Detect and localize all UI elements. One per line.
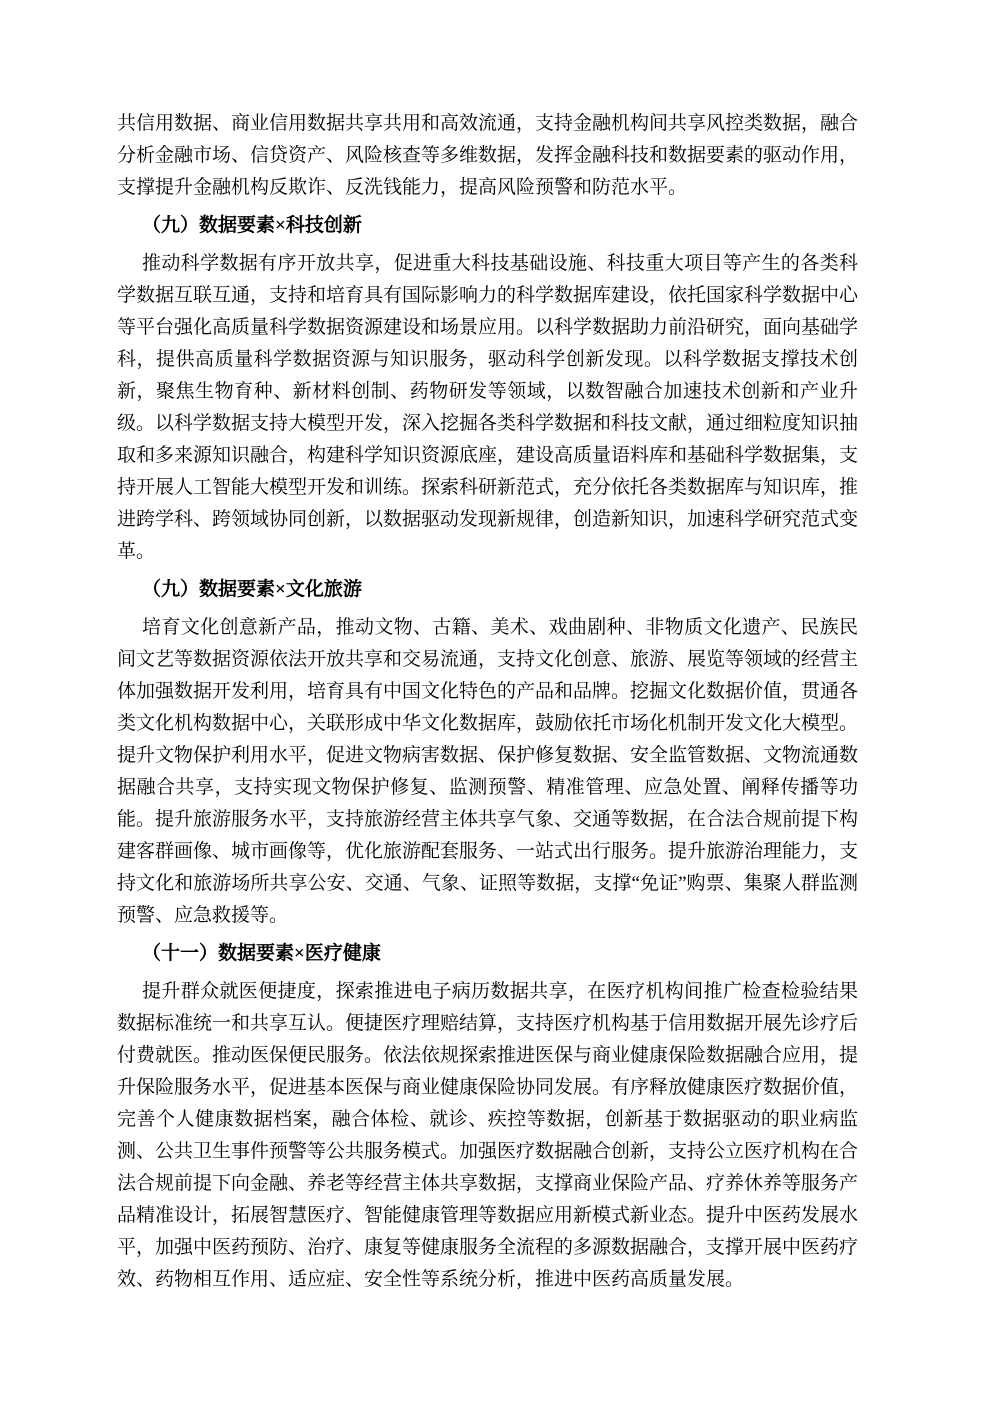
- paragraph-medical-health: 提升群众就医便捷度，探索推进电子病历数据共享，在医疗机构间推广检查检验结果数据标准统一和共享互认。便捷医疗理赔结算，支持医疗机构基于信用数据开展先诊疗后付费就医。推动医保便民服务。依法依规探索推进医保与商业健康保险数据融合应用，提升保险服务水平，促进基本医保与商业健康保险协同发展。有序释放健康医疗数据价值，完善个人健康数据档案，融合体检、就诊、疾控等数据，创新基于数据驱动的职业病监测、公共卫生事件预警等公共服务模式。加强医疗数据融合创新，支持公立医疗机构在合法合规前提下向金融、养老等经营主体共享数据，支撑商业保险产品、疗养休养等服务产品精准设计，拓展智慧医疗、智能健康管理等数据应用新模式新业态。提升中医药发展水平，加强中医药预防、治疗、康复等健康服务全流程的多源数据融合，支撑开展中医药疗效、药物相互作用、适应症、安全性等系统分析，推进中医药高质量发展。: [117, 981, 859, 1290]
- heading-data-element-sci-tech-innovation: （九）数据要素×科技创新: [142, 215, 362, 236]
- paragraph-culture-tourism: 培育文化创意新产品，推动文物、古籍、美术、戏曲剧种、非物质文化遗产、民族民间文艺等数据资源依法开放共享和交易流通，支持文化创意、旅游、展览等领域的经营主体加强数据开发利用，培育具有中国文化特色的产品和品牌。挖掘文化数据价值，贯通各类文化机构数据中心，关联形成中华文化数据库，鼓励依托市场化机制开发文化大模型。提升文物保护利用水平，促进文物病害数据、保护修复数据、安全监管数据、文物流通数据融合共享，支持实现文物保护修复、监测预警、精准管理、应急处置、阐释传播等功能。提升旅游服务水平，支持旅游经营主体共享气象、交通等数据，在合法合规前提下构建客群画像、城市画像等，优化旅游配套服务、一站式出行服务。提升旅游治理能力，支持文化和旅游场所共享公安、交通、气象、证照等数据，支撑“免证”购票、集聚人群监测预警、应急救援等。: [117, 617, 859, 926]
- heading-data-element-culture-tourism: （九）数据要素×文化旅游: [142, 579, 362, 600]
- paragraph-sci-tech-innovation: 推动科学数据有序开放共享，促进重大科技基础设施、科技重大项目等产生的各类科学数据互联互通，支持和培育具有国际影响力的科学数据库建设，依托国家科学数据中心等平台强化高质量科学数据资源建设和场景应用。以科学数据助力前沿研究，面向基础学科，提供高质量科学数据资源与知识服务，驱动科学创新发现。以科学数据支撑技术创新，聚焦生物育种、新材料创制、药物研发等领域，以数智融合加速技术创新和产业升级。以科学数据支持大模型开发，深入挖掘各类科学数据和科技文献，通过细粒度知识抽取和多来源知识融合，构建科学知识资源底座，建设高质量语料库和基础科学数据集，支持开展人工智能大模型开发和训练。探索科研新范式，充分依托各类数据库与知识库，推进跨学科、跨领域协同创新，以数据驱动发现新规律，创造新知识，加速科学研究范式变革。: [117, 253, 859, 562]
- heading-data-element-medical-health: （十一）数据要素×医疗健康: [142, 943, 381, 964]
- paragraph-finance-continuation: 共信用数据、商业信用数据共享共用和高效流通，支持金融机构间共享风控类数据，融合分析金融市场、信贷资产、风险核查等多维数据，发挥金融科技和数据要素的驱动作用，支撑提升金融机构反欺诈、反洗钱能力，提高风险预警和防范水平。: [117, 113, 859, 198]
